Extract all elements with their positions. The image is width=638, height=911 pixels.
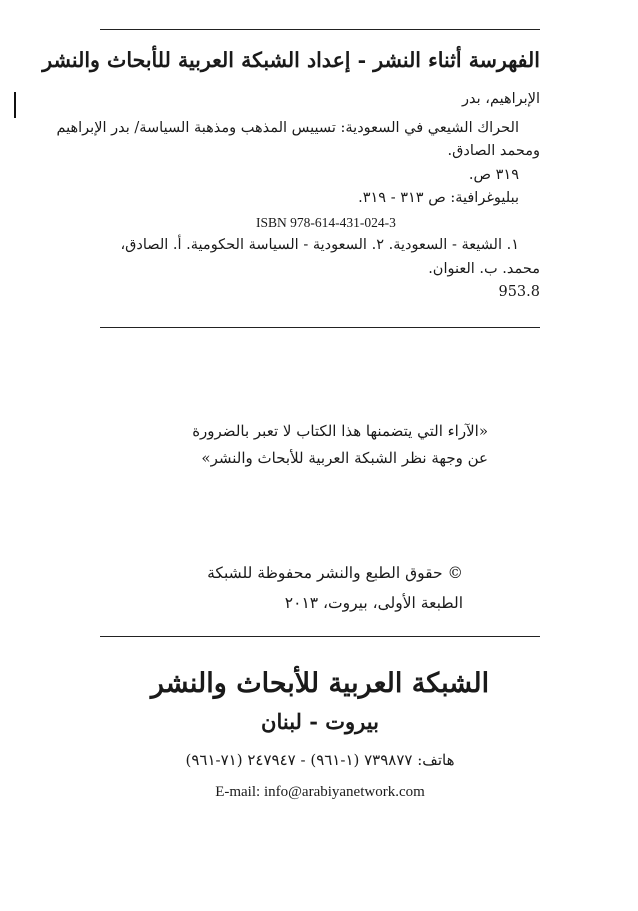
publisher-name: الشبكة العربية للأبحاث والنشر [150,668,490,699]
disclaimer-line-2: عن وجهة نظر الشبكة العربية للأبحاث والنشر» [201,449,488,467]
top-rule [100,29,540,30]
disclaimer-line-1: «الآراء التي يتضمنها هذا الكتاب لا تعبر بالضرورة [192,422,488,440]
cip-bibliography: ببليوغرافية: ص ٣١٣ - ٣١٩. [358,190,519,206]
middle-rule [100,327,540,328]
cip-subjects-continued: محمد. ب. العنوان. [428,260,540,277]
disclaimer [148,418,488,472]
publisher-email: E-mail: info@arabiyanetwork.com [215,784,425,800]
cip-subjects: ١. الشيعة - السعودية. ٢. السعودية - السياسة الحكومية. أ. الصادق، [120,237,519,253]
bottom-rule [100,636,540,637]
scan-speck [14,92,16,118]
copyright-line: © حقوق الطبع والنشر محفوظة للشبكة [207,564,463,582]
cip-isbn: ISBN 978-614-431-024-3 [256,214,396,230]
cip-author: الإبراهيم، بدر [462,91,540,107]
cip-heading: الفهرسة أثناء النشر - إعداد الشبكة العربية للأبحاث والنشر [42,48,540,72]
publisher-city: بيروت - لبنان [261,709,379,734]
publisher-block [100,664,540,808]
edition-line: الطبعة الأولى، بيروت، ٢٠١٣ [284,594,463,612]
cip-title-continued: ومحمد الصادق. [447,143,540,159]
cip-classification: 953.8 [498,284,540,300]
rights-notice [163,558,463,618]
cip-pages: ٣١٩ ص. [468,166,519,183]
cip-record [56,88,540,305]
publisher-phone: هاتف: ٧٣٩٨٧٧ (١-٩٦١) - ٢٤٧٩٤٧ (٧١-٩٦١) [185,751,455,769]
cip-title: الحراك الشيعي في السعودية: تسييس المذهب ومذهبة السياسة/ بدر الإبراهيم [56,119,519,136]
